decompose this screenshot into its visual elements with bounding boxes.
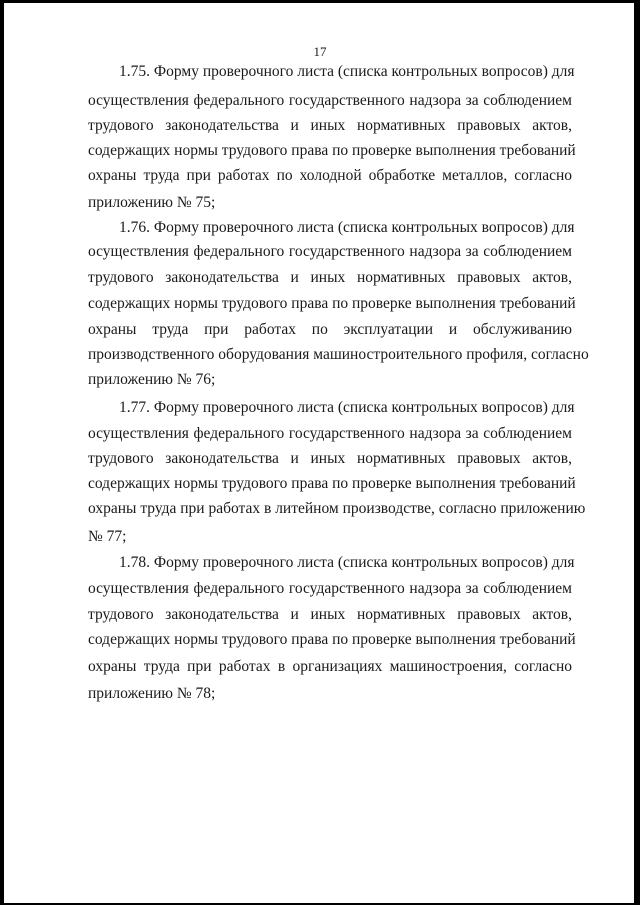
scan-border-left (0, 0, 4, 905)
paragraph-line: 1.76. Форму проверочного листа (списка контрольных вопросов) для (119, 219, 575, 236)
paragraph-line: охраны труда при работах по холодной обработке металлов, согласно (88, 167, 572, 184)
paragraph-line: производственного оборудования машиностроительного профиля, согласно (88, 346, 589, 363)
page-number: 17 (313, 44, 327, 59)
paragraph-line: охраны труда при работах в организациях машиностроения, согласно (88, 658, 572, 675)
paragraph-line: охраны труда при работах в литейном производстве, согласно приложению (88, 500, 586, 517)
paragraph-line: приложению № 75; (88, 194, 216, 211)
paragraph-line: осуществления федерального государственного надзора за соблюдением (88, 580, 572, 597)
paragraph-line: трудового законодательства и иных нормативных правовых актов, (88, 450, 572, 467)
paragraph-line: 1.78. Форму проверочного листа (списка контрольных вопросов) для (119, 554, 575, 571)
paragraph-line: содержащих нормы трудового права по проверке выполнения требований (88, 142, 576, 159)
paragraph-line: осуществления федерального государственного надзора за соблюдением (88, 425, 572, 442)
paragraph-line: охраны труда при работах по эксплуатации и обслуживанию (88, 321, 572, 338)
paragraph-line: содержащих нормы трудового права по проверке выполнения требований (88, 295, 576, 312)
paragraph-line: 1.75. Форму проверочного листа (списка контрольных вопросов) для (119, 63, 575, 80)
paragraph-line: осуществления федерального государственного надзора за соблюдением (88, 243, 572, 260)
paragraph-line: трудового законодательства и иных нормативных правовых актов, (88, 117, 572, 134)
paragraph-line: осуществления федерального государственного надзора за соблюдением (88, 92, 572, 109)
paragraph-line: содержащих нормы трудового права по проверке выполнения требований (88, 475, 576, 492)
scan-border-top (0, 0, 640, 3)
paragraph-line: приложению № 76; (88, 371, 216, 388)
paragraph-line: приложению № 78; (88, 685, 216, 702)
scan-border-right (634, 0, 640, 905)
paragraph-line: 1.77. Форму проверочного листа (списка контрольных вопросов) для (119, 399, 575, 416)
paragraph-line: трудового законодательства и иных нормативных правовых актов, (88, 606, 572, 623)
paragraph-line: трудового законодательства и иных нормативных правовых актов, (88, 269, 572, 286)
paragraph-line: содержащих нормы трудового права по проверке выполнения требований (88, 631, 576, 648)
paragraph-line: № 77; (88, 528, 127, 545)
